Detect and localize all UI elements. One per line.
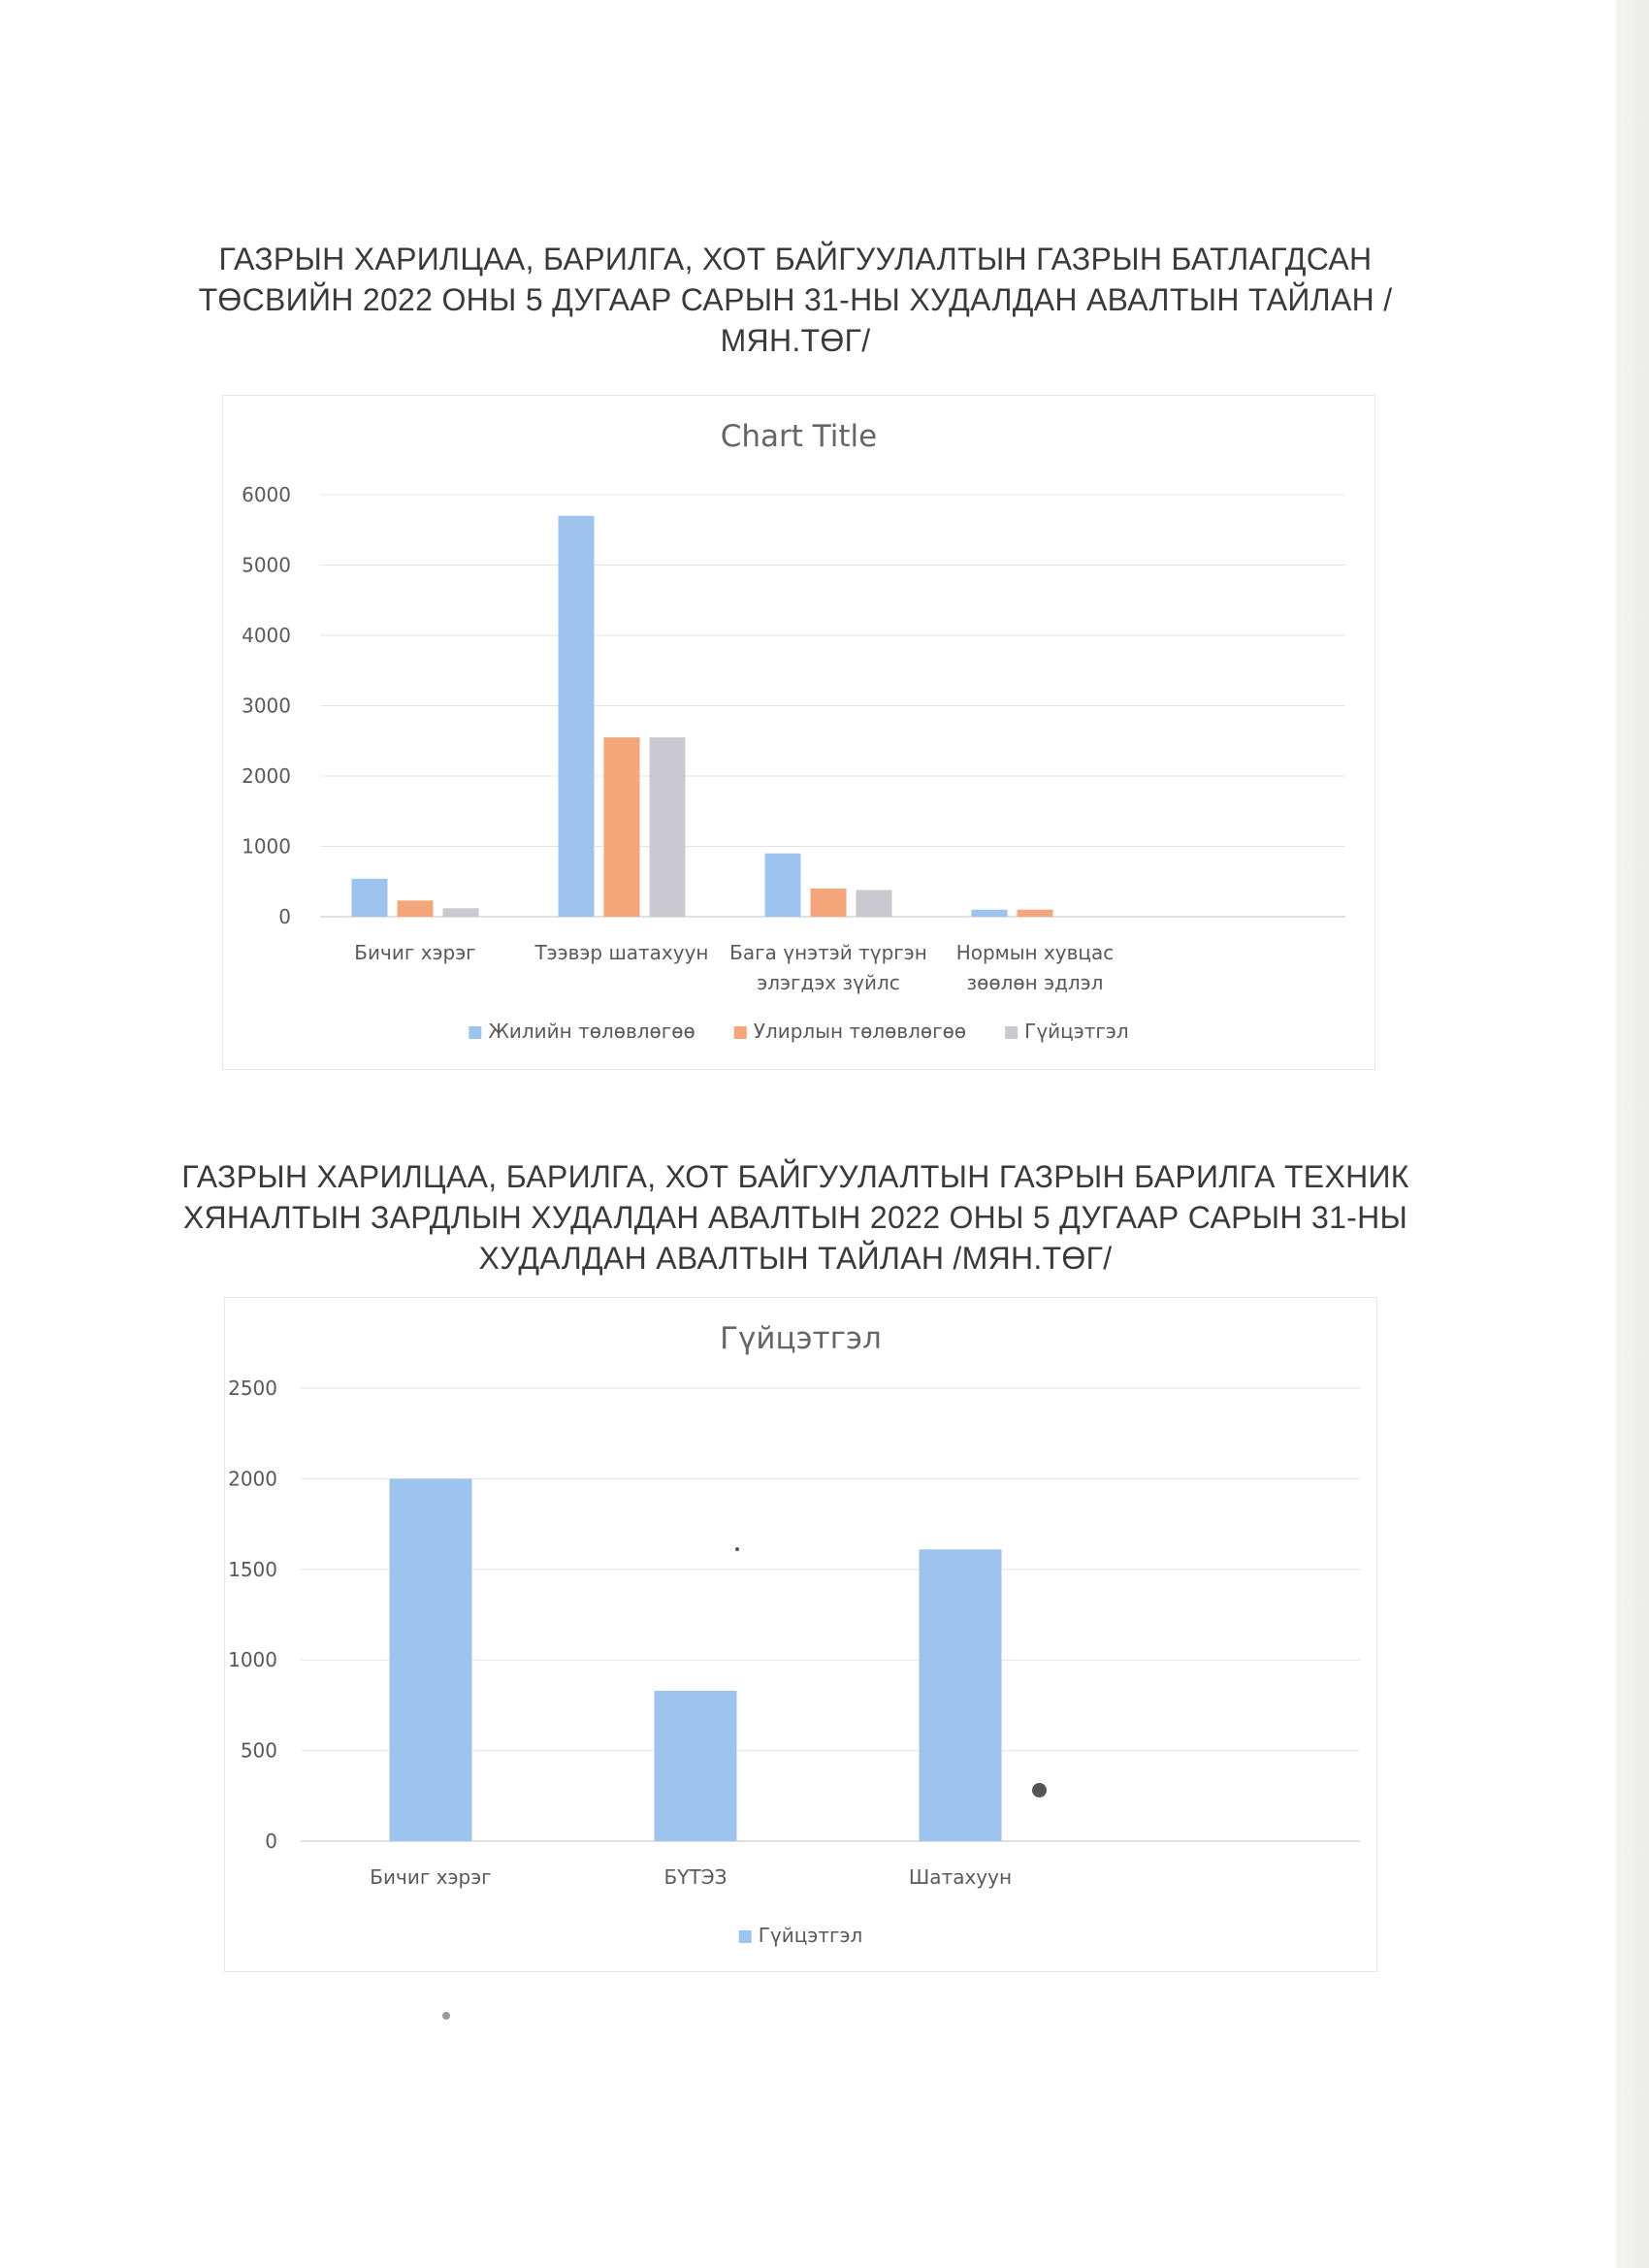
x-category-label: Бичиг хэрэг <box>354 941 476 964</box>
x-category-label: зөөлөн эдлэл <box>966 971 1104 994</box>
legend-entry: Улирлын төлөвлөгөө <box>753 1020 967 1043</box>
legend-entry: Жилийн төлөвлөгөө <box>488 1020 695 1043</box>
legend-swatch <box>1005 1026 1018 1039</box>
bar <box>811 889 847 917</box>
y-tick-label: 0 <box>278 905 291 928</box>
legend-entry: Гүйцэтгэл <box>758 1924 863 1947</box>
chart-area-supervision <box>224 1297 1377 1972</box>
bar <box>765 854 801 917</box>
legend-swatch <box>734 1026 747 1039</box>
chart-title: Гүйцэтгэл <box>720 1321 882 1356</box>
y-tick-label: 2500 <box>228 1377 277 1400</box>
y-tick-label: 0 <box>265 1830 277 1853</box>
bar <box>604 737 640 917</box>
y-tick-label: 500 <box>240 1738 277 1763</box>
bar <box>398 900 434 917</box>
bar <box>443 908 479 917</box>
legend-swatch <box>739 1930 752 1943</box>
bar <box>857 890 892 917</box>
report-heading-1: ГАЗРЫН ХАРИЛЦАА, БАРИЛГА, ХОТ БАЙГУУЛАЛТЫН ГАЗРЫН БАТЛАГДСАН ТӨСВИЙН 2022 ОНЫ 5 ДУГААР САРЫН 31-НЫ ХУДАЛДАН АВАЛТЫН ТАЙЛАН /МЯН.ТӨГ/ <box>198 242 1393 358</box>
chart-title: Chart Title <box>720 419 878 454</box>
bar <box>559 516 595 917</box>
scan-speck <box>442 2012 450 2020</box>
bar <box>655 1691 737 1841</box>
bar <box>1018 910 1053 917</box>
bar-chart-budget <box>223 396 1374 1069</box>
chart-area-budget <box>222 395 1375 1070</box>
y-tick-label: 2000 <box>242 764 291 788</box>
y-tick-label: 4000 <box>242 624 291 647</box>
legend-swatch <box>469 1026 481 1039</box>
x-category-label: элэгдэх зүйлс <box>757 971 900 994</box>
x-category-label: Нормын хувцас <box>955 941 1115 964</box>
y-tick-label: 1000 <box>228 1648 277 1672</box>
y-tick-label: 1000 <box>242 834 291 859</box>
y-tick-label: 3000 <box>242 694 291 718</box>
x-category-label: БҮТЭЗ <box>663 1865 728 1889</box>
bar <box>352 879 388 917</box>
bar-chart-supervision <box>225 1298 1376 1971</box>
x-category-label: Бичиг хэрэг <box>370 1865 492 1889</box>
x-category-label: Тээвэр шатахуун <box>534 941 709 964</box>
bar <box>650 737 686 917</box>
scan-speck <box>735 1547 739 1551</box>
bar <box>920 1549 1002 1841</box>
report-heading-2: ГАЗРЫН ХАРИЛЦАА, БАРИЛГА, ХОТ БАЙГУУЛАЛТЫН ГАЗРЫН БАРИЛГА ТЕХНИК ХЯНАЛТЫН ЗАРДЛЫН ХУДАЛДАН АВАЛТЫН 2022 ОНЫ 5 ДУГААР САРЫН 31-НЫ ХУДАЛДАН АВАЛТЫН ТАЙЛАН /МЯН.ТӨГ/ <box>181 1159 1409 1276</box>
bar <box>390 1478 472 1841</box>
scanned-page-edge <box>1616 0 1649 2268</box>
y-tick-label: 5000 <box>242 553 291 577</box>
y-tick-label: 6000 <box>242 483 291 506</box>
x-category-label: Бага үнэтэй түргэн <box>729 941 927 964</box>
scan-speck <box>1032 1783 1047 1798</box>
y-tick-label: 2000 <box>228 1467 277 1491</box>
x-category-label: Шатахуун <box>908 1865 1013 1889</box>
bar <box>972 910 1008 917</box>
y-tick-label: 1500 <box>228 1557 277 1581</box>
legend-entry: Гүйцэтгэл <box>1024 1020 1129 1043</box>
